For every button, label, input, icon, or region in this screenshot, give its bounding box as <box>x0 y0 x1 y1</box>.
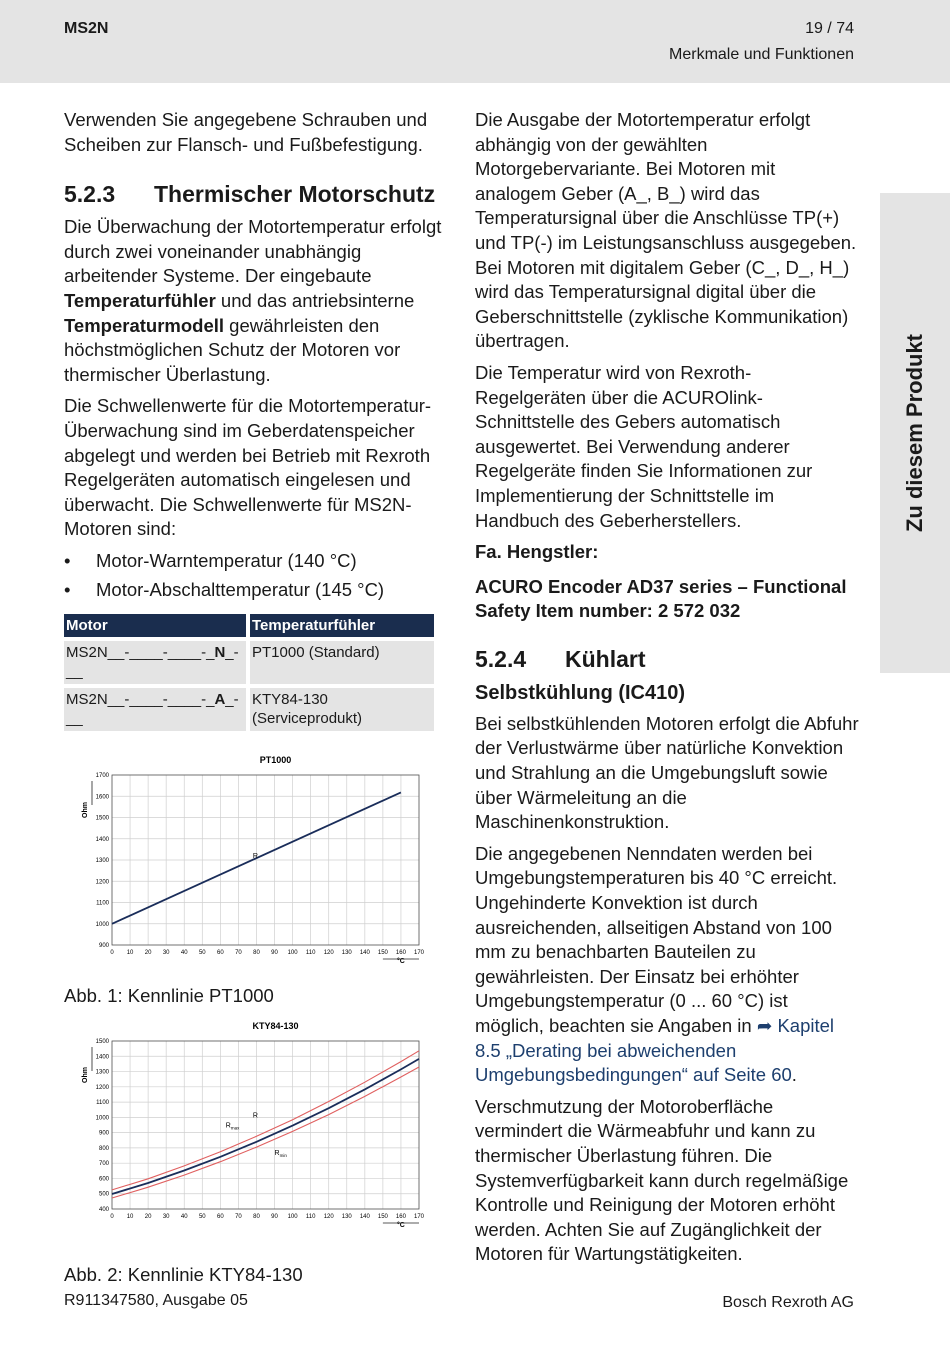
text-run: und das antriebsinterne <box>215 289 415 311</box>
x-tick-label: 40 <box>180 1213 188 1220</box>
y-tick-label: 1400 <box>95 1053 109 1060</box>
x-tick-label: 20 <box>144 950 152 957</box>
x-tick-label: 20 <box>144 1213 152 1220</box>
x-tick-label: 150 <box>377 1213 388 1220</box>
list-item: • Motor-Warntemperatur (140 °C) <box>64 549 444 574</box>
figure-caption-2: Abb. 2: Kennlinie KTY84-130 <box>64 1263 303 1285</box>
term-temperaturfuehler: Temperaturfühler <box>64 289 216 311</box>
section-title: Kühlart <box>565 645 646 672</box>
motor-code-letter: N <box>214 644 226 662</box>
section-heading-5-2-4 <box>475 644 860 674</box>
term-temperaturmodell: Temperaturmodell <box>64 314 225 336</box>
curve-annotation: $R_{max}$ <box>225 1121 240 1130</box>
y-tick-label: 400 <box>98 1206 109 1213</box>
y-tick-label: 900 <box>98 943 109 950</box>
motor-code-prefix: MS2N__-____-____-_ <box>66 644 215 662</box>
x-tick-label: 130 <box>341 950 352 957</box>
chart-title: PT1000 <box>259 755 292 766</box>
x-tick-label: 30 <box>162 1213 170 1220</box>
x-tick-label: 70 <box>235 1213 242 1220</box>
thermal-paragraph-2: Die Schwellenwerte für die Motortemperatur-Überwachung sind im Geberdatenspeicher abgelegt und werden bei Betrieb mit Rexroth Regelgeräten automatisch eingelesen und überwacht. Die Schwellenwerte für MS2N-Motoren sind: <box>64 395 432 540</box>
figure-caption-1: Abb. 1: Kennlinie PT1000 <box>64 985 274 1007</box>
y-tick-label: 500 <box>98 1191 109 1198</box>
curve-annotation: R <box>252 852 258 860</box>
y-tick-label: 1100 <box>96 900 109 907</box>
x-tick-label: 30 <box>162 950 170 957</box>
vendor-line: Fa. Hengstler: <box>475 541 599 563</box>
side-tab-label: Zu diesem Produkt <box>902 333 927 533</box>
chapter-link[interactable]: ➦ Kapitel 8.5 „Derating bei abweichenden Umgebungsbedingungen“ auf Seite 60 <box>475 1015 835 1086</box>
x-tick-label: 150 <box>377 950 388 957</box>
x-tick-label: 60 <box>217 1213 224 1220</box>
series-line-r <box>112 1059 419 1194</box>
x-tick-label: 100 <box>287 950 298 957</box>
section-number: 5.2.4 <box>475 645 527 672</box>
motor-code-letter: A <box>214 691 226 709</box>
annotation-subscript: min <box>279 1152 287 1158</box>
footer-company: Bosch Rexroth AG <box>722 1294 854 1311</box>
list-item: • Motor-Abschalttemperatur (145 °C) <box>64 578 444 603</box>
cooling-paragraph-1: Bei selbstkühlenden Motoren erfolgt die Abfuhr der Verlustwärme über natürliche Konvektion und Strahlung an die Umgebungsluft sowie über Wärmeleitung an die Maschinenkonstruktion. <box>475 712 859 833</box>
x-tick-label: 10 <box>126 950 134 957</box>
x-tick-label: 40 <box>180 950 188 957</box>
product-line: ACURO Encoder AD37 series – Functional Safety Item number: 2 572 032 <box>475 575 847 622</box>
motor-cell <box>64 641 246 684</box>
x-tick-label: 160 <box>395 950 406 957</box>
subheading-ic410: Selbstkühlung (IC410) <box>475 681 686 704</box>
x-tick-label: 60 <box>217 950 224 957</box>
threshold-list <box>64 549 444 602</box>
x-tick-label: 120 <box>323 950 334 957</box>
column-header-sensor: Temperaturfühler <box>250 614 434 637</box>
text-run: . <box>791 1064 797 1086</box>
x-tick-label: 160 <box>395 1213 406 1220</box>
y-tick-label: 800 <box>98 1145 109 1152</box>
x-axis-label: °C <box>397 1221 405 1229</box>
y-axis-label: Ohm <box>82 802 89 819</box>
header-doc-id: MS2N <box>64 20 109 37</box>
y-tick-label: 1300 <box>95 1069 109 1076</box>
x-tick-label: 130 <box>341 1213 352 1220</box>
sensor-cell: KTY84-130 (Serviceprodukt) <box>250 688 434 731</box>
table-row <box>64 688 434 731</box>
curve-annotation: R <box>252 1112 258 1120</box>
x-tick-label: 80 <box>253 950 260 957</box>
x-tick-label: 0 <box>110 1213 114 1220</box>
y-tick-label: 900 <box>98 1130 109 1137</box>
annotation-subscript: max <box>230 1124 240 1130</box>
acurolink-paragraph: Die Temperatur wird von Rexroth-Regelgeräten über die ACUROlink-Schnittstelle des Gebers automatisch ausgewertet. Bei Verwendung anderer Regelgeräte finden Sie Informationen zur Implementierung der Schnittstelle im Handbuch des Geberherstellers. <box>475 361 813 531</box>
x-tick-label: 170 <box>413 950 425 957</box>
x-tick-label: 80 <box>253 1213 260 1220</box>
x-tick-label: 50 <box>198 1213 206 1220</box>
y-tick-label: 1300 <box>95 858 109 865</box>
x-tick-label: 110 <box>305 950 316 957</box>
sensor-cell: PT1000 (Standard) <box>250 641 434 684</box>
header-section-title: Merkmale und Funktionen <box>669 46 854 63</box>
y-tick-label: 1500 <box>95 815 109 822</box>
motor-cell <box>64 688 246 731</box>
text-run: Die Überwachung der Motortemperatur erfolgt durch zwei voneinander unabhängig arbeitender Systeme. Der eingebaute <box>64 216 442 287</box>
text-run: gewährleisten den höchstmöglichen Schutz der Motoren vor thermischer Überlastung. <box>64 314 401 385</box>
section-heading-5-2-3 <box>64 179 444 209</box>
y-tick-label: 1400 <box>95 836 109 843</box>
y-axis-label: Ohm <box>82 1066 89 1083</box>
y-tick-label: 1500 <box>95 1038 109 1045</box>
y-tick-label: 1000 <box>95 1115 109 1122</box>
x-tick-label: 110 <box>305 1213 316 1220</box>
motor-code-suffix: _-__ <box>66 644 239 681</box>
x-tick-label: 140 <box>359 950 370 957</box>
y-tick-label: 1700 <box>95 773 109 780</box>
x-tick-label: 70 <box>235 950 242 957</box>
y-tick-label: 1200 <box>95 1084 109 1091</box>
column-header-motor: Motor <box>64 614 246 637</box>
x-tick-label: 100 <box>287 1213 298 1220</box>
x-tick-label: 170 <box>413 1213 425 1220</box>
chart-title: KTY84-130 <box>252 1020 299 1031</box>
y-tick-label: 1100 <box>96 1099 109 1106</box>
thermal-paragraph-1 <box>64 215 444 387</box>
section-number: 5.2.3 <box>64 181 116 208</box>
left-column <box>64 108 444 1287</box>
text-run: Die angegebenen Nenndaten werden bei Umgebungstemperaturen bis 40 °C erreicht. Ungehinderte Konvektion ist durch ausreichenden, allseitigen Abstand von 100 mm zu benachbarten Bauteilen zu gewährleisten. Der Einsatz bei erhöhter Umgebungstemperatur (0 ... 60 °C) ist möglich, beachten sie Angaben in <box>475 842 838 1036</box>
x-tick-label: 90 <box>271 1213 278 1220</box>
page-header <box>0 0 950 83</box>
x-tick-label: 0 <box>110 950 114 957</box>
x-tick-label: 50 <box>198 950 206 957</box>
sensor-table <box>60 610 438 735</box>
x-tick-label: 90 <box>271 950 278 957</box>
section-title: Thermischer Motorschutz <box>154 181 436 208</box>
footer-doc-number: R911347580, Ausgabe 05 <box>64 1292 248 1309</box>
header-page-number: 19 / 74 <box>805 20 854 37</box>
table-row <box>64 641 434 684</box>
table-header-row <box>64 614 434 637</box>
cooling-paragraph-3: Verschmutzung der Motoroberfläche vermindert die Wärmeabfuhr und kann zu thermischer Überlastung führen. Die Systemverfügbarkeit kann durch regelmäßige Kontrolle und Reinigung der Motoren erhöht werden. Achten Sie auf Zugänglichkeit der Motoren für Wartungstätigkeiten. <box>475 1095 849 1265</box>
cooling-paragraph-2 <box>475 842 860 1088</box>
pt1000-chart <box>64 755 444 980</box>
y-tick-label: 700 <box>98 1160 109 1167</box>
y-tick-label: 1200 <box>95 879 109 886</box>
curve-annotation: $R_{min}$ <box>274 1149 287 1158</box>
right-column <box>475 108 860 1274</box>
intro-paragraph: Verwenden Sie angegebene Schrauben und Scheiben zur Flansch- und Fußbefestigung. <box>64 109 428 155</box>
motor-code-suffix: _-__ <box>66 691 239 728</box>
kty84-chart <box>64 1020 444 1247</box>
x-tick-label: 120 <box>323 1213 334 1220</box>
y-tick-label: 600 <box>98 1176 109 1183</box>
output-paragraph: Die Ausgabe der Motortemperatur erfolgt abhängig von der gewählten Motorgebervariante. Bei Motoren mit analogem Geber (A_, B_) wird das Temperatursignal über die Anschlüsse TP(+) und TP(-) im Leistungsanschluss ausgegeben. Bei Motoren mit digitalem Geber (C_, D_, H_) wird das Temperatursignal digital über die Geberschnittstelle (zyklische Kommunikation) übertragen. <box>475 109 857 352</box>
motor-code-prefix: MS2N__-____-____-_ <box>66 691 215 709</box>
y-tick-label: 1000 <box>95 921 109 928</box>
side-tab <box>880 193 950 673</box>
y-tick-label: 1600 <box>95 794 109 801</box>
x-tick-label: 140 <box>359 1213 370 1220</box>
x-axis-label: °C <box>397 958 405 966</box>
x-tick-label: 10 <box>126 1213 134 1220</box>
